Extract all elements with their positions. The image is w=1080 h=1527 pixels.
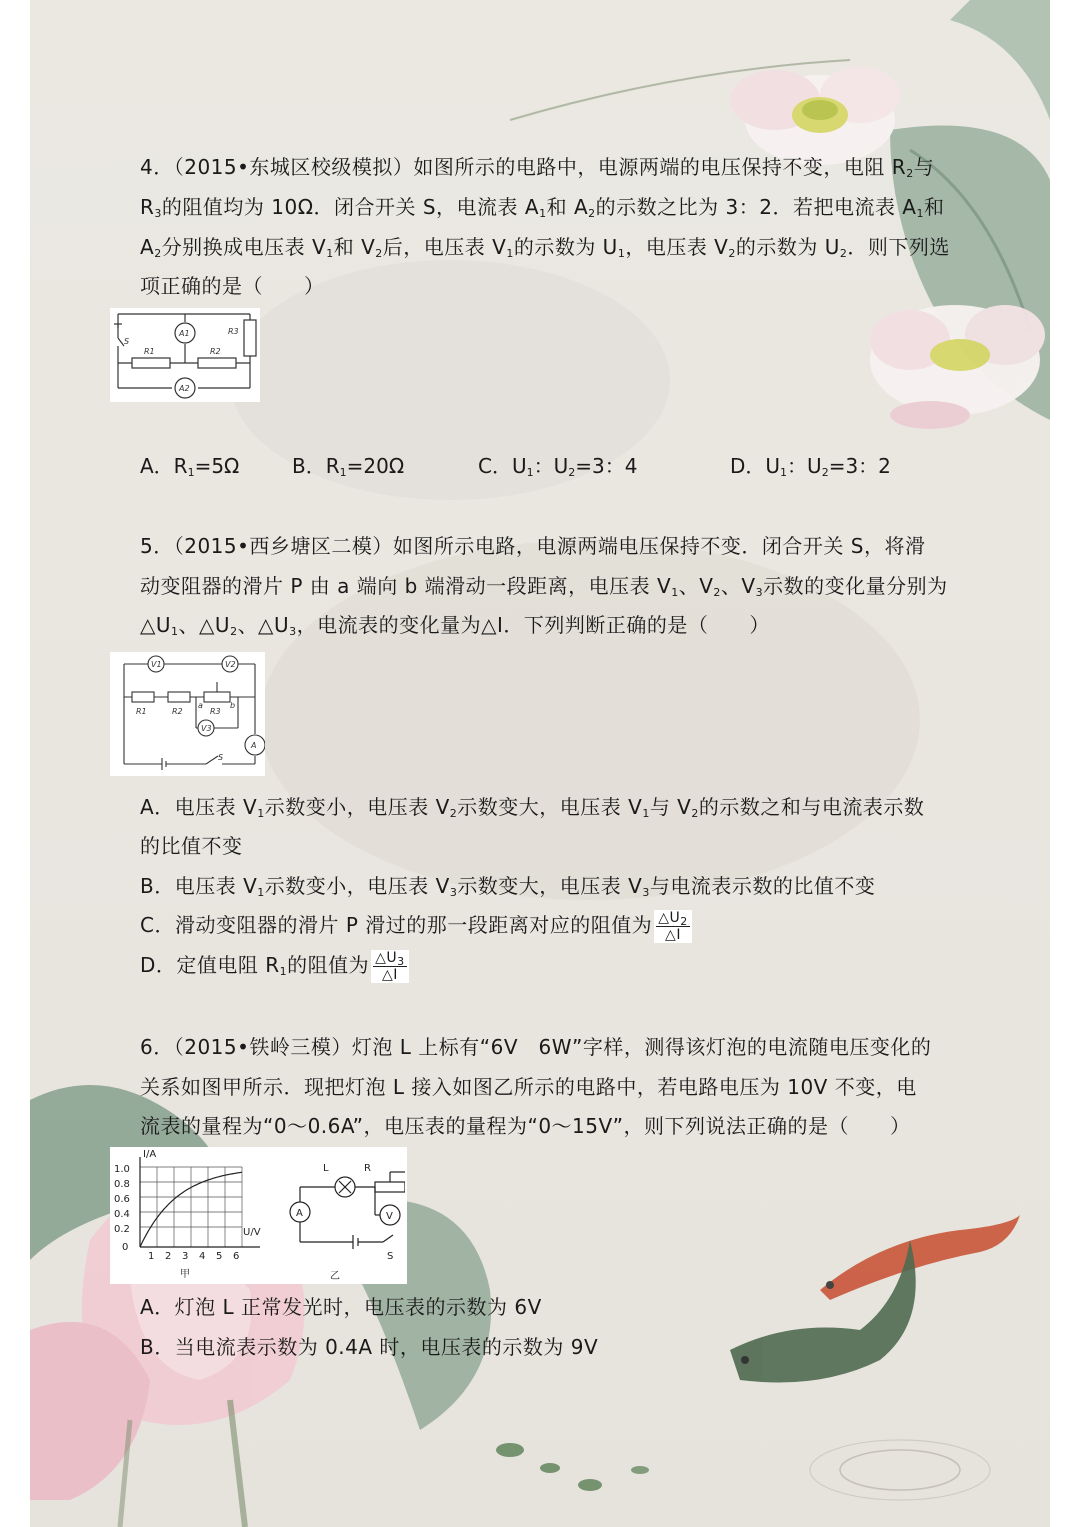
q5-label-a: A (251, 741, 257, 750)
q6-ytick-0-2: 0.2 (114, 1224, 130, 1235)
q4-option-c[interactable]: C．$U_1$：$U_2=3$：4 (478, 454, 638, 479)
q6-xtick-1: 1 (148, 1251, 155, 1262)
q6-circuit-label-v: V (386, 1211, 393, 1222)
q5-option-b[interactable]: B．电压表 $V_1$示数变小，电压表 $V_3$示数变大，电压表 $V_3$与电流表示数的比值不变 (140, 874, 876, 899)
q6-circuit-label-r: R (364, 1163, 371, 1174)
q6-option-a[interactable]: A．灯泡 L 正常发光时，电压表的示数为 6V (140, 1295, 542, 1319)
q4-label-r2: R2 (210, 347, 221, 356)
q4-text-line-1: 4．（2015•东城区校级模拟）如图所示的电路中，电源两端的电压保持不变，电阻 $R_2$与 (140, 155, 935, 180)
q5-option-a-line-2: 的比值不变 (140, 834, 243, 858)
q4-label-s: S (124, 337, 130, 346)
q5-label-v3: V3 (201, 724, 212, 733)
q6-iu-chart (110, 1147, 270, 1284)
page-sheet (30, 0, 1050, 1527)
q6-ytick-0-6: 0.6 (114, 1194, 130, 1205)
q5-circuit-figure (110, 652, 265, 776)
q4-label-r1: R1 (144, 347, 155, 356)
q6-chart-xlabel: U/V (243, 1227, 261, 1238)
q4-label-a1: A1 (179, 329, 190, 338)
q6-circuit-label-l: L (323, 1163, 329, 1174)
q4-text-line-3: $A_2$分别换成电压表 $V_1$和 $V_2$后，电压表 $V_1$的示数为 $U_1$，电压表 $V_2$的示数为 $U_2$．则下列选 (140, 235, 950, 260)
q6-figures (110, 1147, 407, 1284)
q4-option-b[interactable]: B．$R_1=20\Omega$ (292, 454, 405, 479)
lotus-flower-top (730, 67, 900, 165)
q6-circuit-caption: 乙 (330, 1271, 340, 1282)
q4-text-line-2: $R_3$的阻值均为 10Ω．闭合开关 S，电流表 $A_1$和 $A_2$的示数之比为 3：2．若把电流表 $A_1$和 (140, 195, 945, 220)
q5-label-v1: V1 (151, 660, 162, 669)
q6-option-b[interactable]: B．当电流表示数为 0.4A 时，电压表的示数为 9V (140, 1335, 599, 1359)
q5-label-a-end: a (198, 701, 203, 710)
q6-text-line-2: 关系如图甲所示．现把灯泡 L 接入如图乙所示的电路中，若电路电压为 10V 不变，电 (140, 1075, 917, 1099)
q6-xtick-2: 2 (165, 1251, 172, 1262)
q6-xtick-3: 3 (182, 1251, 189, 1262)
koi-fish-red (820, 1215, 1020, 1300)
q6-ytick-1-0: 1.0 (114, 1164, 130, 1175)
lotus-flower-middle (870, 305, 1045, 429)
q5-label-b-end: b (230, 701, 236, 710)
q4-label-r3: R3 (228, 327, 239, 336)
q6-xtick-5: 5 (216, 1251, 223, 1262)
q4-option-d[interactable]: D．$U_1$：$U_2=3$：2 (730, 454, 891, 479)
q6-circuit-label-s: S (387, 1251, 394, 1262)
q6-ytick-0-4: 0.4 (114, 1209, 130, 1220)
q5-label-r2: R2 (172, 707, 183, 716)
q5-option-d-fraction: $\frac{\triangle U_3}{\triangle I}$ (371, 950, 409, 983)
q6-xtick-4: 4 (199, 1251, 206, 1262)
q5-option-c-fraction: $\frac{\triangle U_2}{\triangle I}$ (654, 910, 692, 943)
q6-chart-caption: 甲 (180, 1269, 190, 1280)
q5-option-c[interactable]: C．滑动变阻器的滑片 P 滑过的那一段距离对应的阻值为 $\frac{\triangle U_2}{\triangle I}$ (140, 910, 692, 943)
q6-ytick-0: 0 (122, 1242, 129, 1253)
q6-circuit (275, 1147, 405, 1284)
q4-label-a2: A2 (179, 384, 190, 393)
q6-chart-ylabel: I/A (143, 1149, 157, 1160)
q5-text-line-3: $\triangle U_1$、$\triangle U_2$、$\triangle U_3$，电流表的变化量为△I．下列判断正确的是（ ） (140, 613, 770, 638)
q5-option-d[interactable]: D．定值电阻 $R_1$的阻值为 $\frac{\triangle U_3}{\triangle I}$ (140, 950, 409, 983)
q6-circuit-label-a: A (296, 1208, 303, 1219)
q5-text-line-2: 动变阻器的滑片 P 由 a 端向 b 端滑动一段距离，电压表 $V_1$、$V_2$、$V_3$示数的变化量分别为 (140, 574, 948, 599)
q5-option-a-line-1[interactable]: A．电压表 $V_1$示数变小，电压表 $V_2$示数变大，电压表 $V_1$与 $V_2$的示数之和与电流表示数 (140, 795, 925, 820)
q6-ytick-0-8: 0.8 (114, 1179, 130, 1190)
q5-label-r3: R3 (210, 707, 221, 716)
q5-label-s: S (218, 753, 224, 762)
q6-text-line-3: 流表的量程为“0～0.6A”，电压表的量程为“0～15V”，则下列说法正确的是（ ） (140, 1114, 911, 1138)
q5-label-r1: R1 (136, 707, 147, 716)
q5-text-line-1: 5．（2015•西乡塘区二模）如图所示电路，电源两端电压保持不变．闭合开关 S，将滑 (140, 534, 926, 558)
q5-label-v2: V2 (225, 660, 236, 669)
q4-option-a[interactable]: A．$R_1=5\Omega$ (140, 454, 240, 479)
q4-text-line-4: 项正确的是（ ） (140, 274, 325, 298)
q6-xtick-6: 6 (233, 1251, 240, 1262)
q4-circuit-figure (110, 308, 260, 402)
q6-text-line-1: 6．（2015•铁岭三模）灯泡 L 上标有“6V 6W”字样，测得该灯泡的电流随电压变化的 (140, 1035, 932, 1059)
